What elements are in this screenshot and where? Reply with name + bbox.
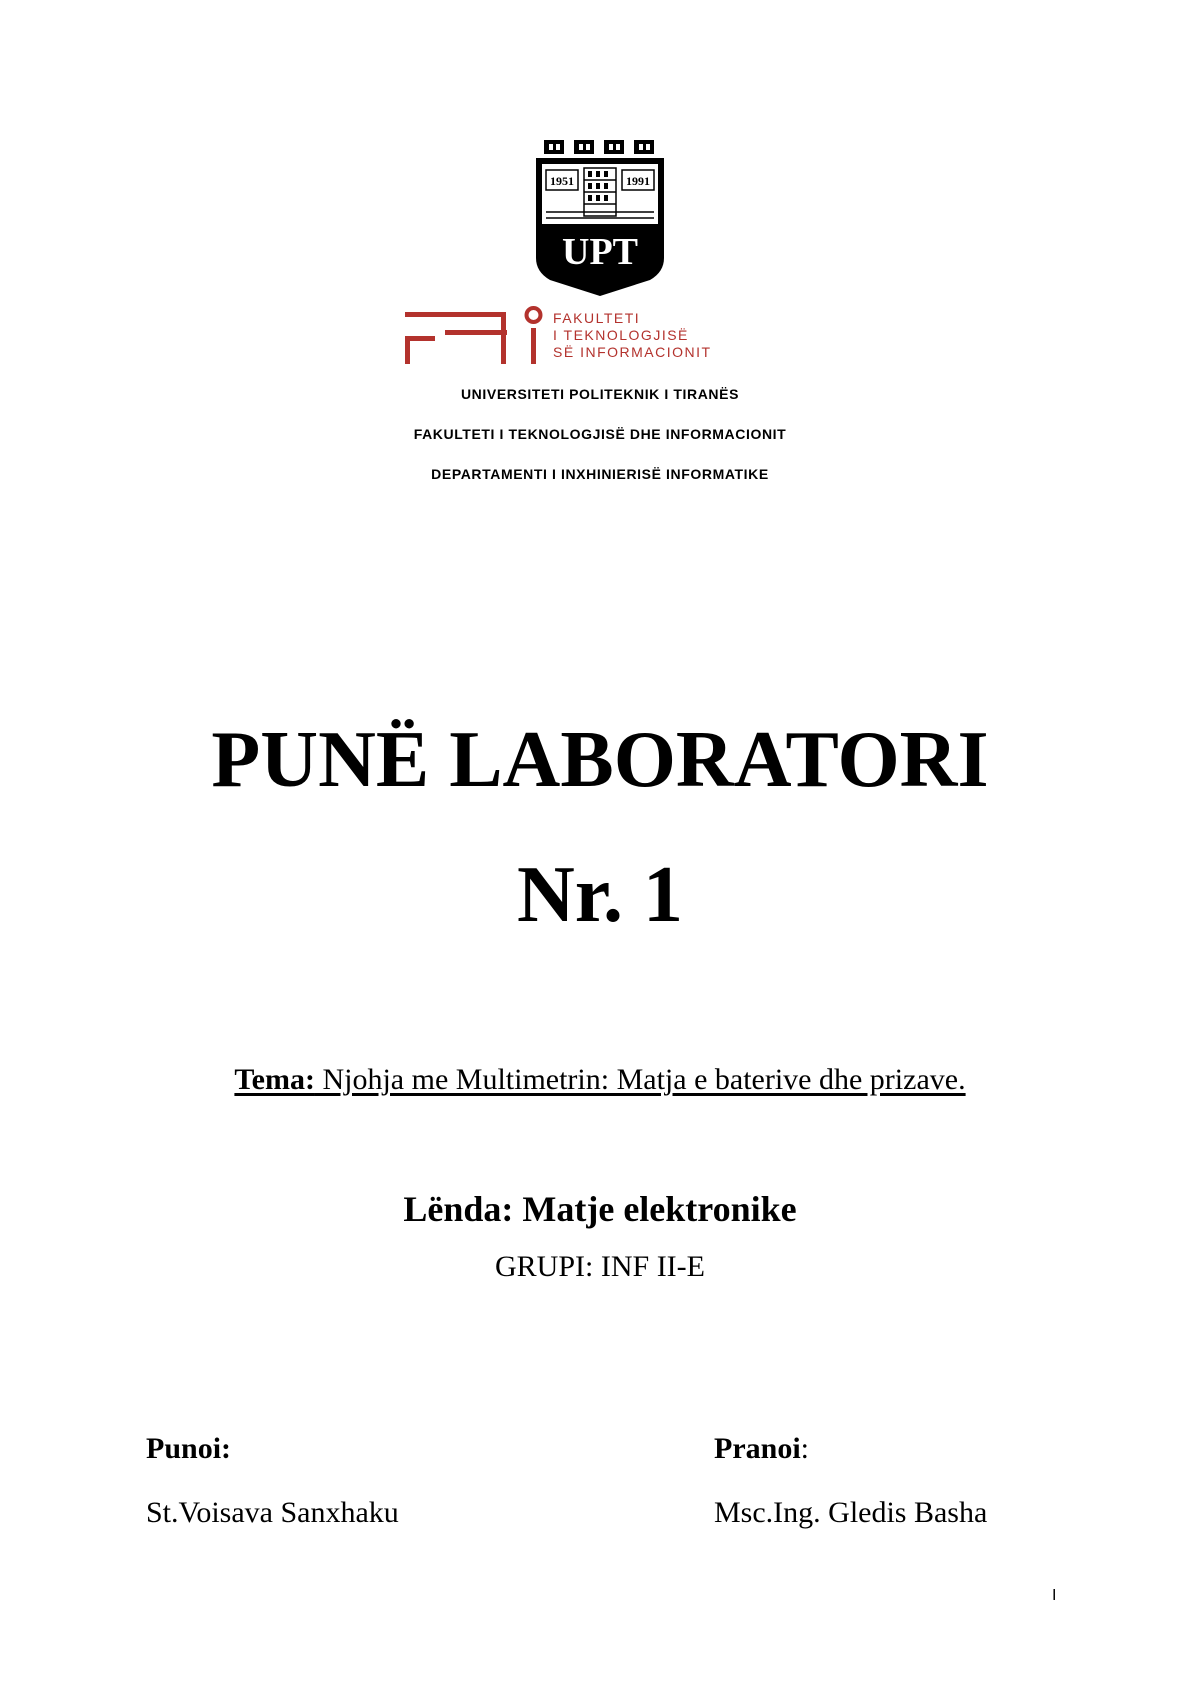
author-label: Punoi: (146, 1432, 232, 1465)
upt-logo (532, 140, 668, 296)
topic-text: Njohja me Multimetrin: Matja e baterive dhe prizave. (314, 1063, 966, 1096)
reviewer-label-group (714, 1432, 809, 1466)
topic-label: Tema: (234, 1063, 315, 1096)
author-name: St.Voisava Sanxhaku (146, 1496, 399, 1529)
fti-logo-line3: SË INFORMACIONIT (553, 344, 712, 360)
subject: Lënda: Matje elektronike (403, 1189, 797, 1229)
department-name: DEPARTAMENTI I INXHINIERISË INFORMATIKE (431, 466, 769, 482)
reviewer-label-colon: : (800, 1432, 810, 1465)
upt-logo-year-left: 1951 (550, 174, 574, 188)
reviewer-name: Msc.Ing. Gledis Basha (714, 1496, 988, 1529)
upt-logo-letters: UPT (562, 231, 638, 273)
group: GRUPI: INF II-E (495, 1250, 705, 1283)
fti-logo (405, 306, 805, 366)
faculty-name: FAKULTETI I TEKNOLOGJISË DHE INFORMACIONIT (413, 426, 787, 442)
university-name: UNIVERSITETI POLITEKNIK I TIRANËS (460, 386, 740, 402)
topic-line (0, 1062, 1200, 1098)
upt-logo-year-right: 1991 (626, 174, 650, 188)
fti-logo-line2: I TEKNOLOGJISË (553, 327, 689, 343)
lab-number: Nr. 1 (517, 851, 683, 939)
page-title: PUNË LABORATORI (211, 716, 989, 804)
reviewer-label: Pranoi (714, 1432, 801, 1465)
fti-logo-line1: FAKULTETI (553, 310, 641, 326)
page-number: I (1052, 1587, 1057, 1604)
